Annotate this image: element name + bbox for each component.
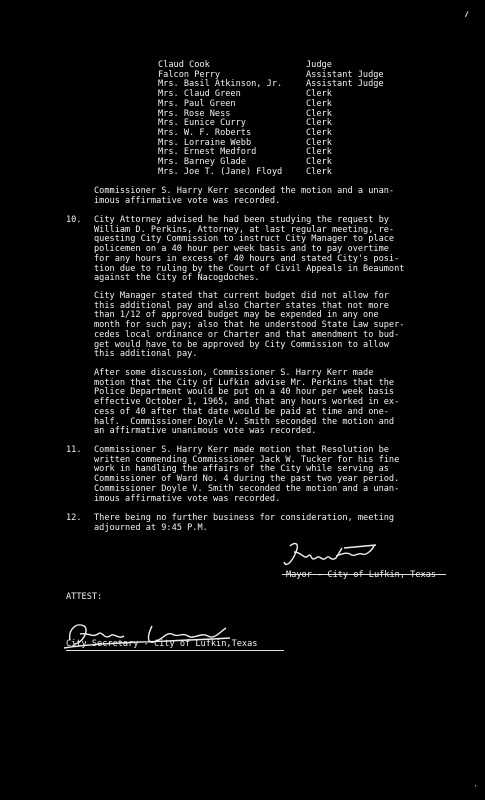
official-title: Clerk	[306, 118, 332, 129]
official-name: Mrs. Eunice Curry	[158, 118, 246, 129]
mayor-signature	[280, 540, 380, 574]
official-title: Clerk	[306, 147, 332, 158]
item-number-12: 12.	[66, 513, 82, 523]
official-name: Mrs. Joe T. (Jane) Floyd	[158, 166, 283, 177]
official-title: Clerk	[306, 137, 332, 148]
item-number-11: 11.	[66, 445, 82, 455]
official-title: Clerk	[306, 108, 332, 119]
official-name: Mrs. Rose Ness	[158, 108, 231, 119]
official-title: Clerk	[306, 166, 332, 177]
official-name: Claud Cook	[158, 60, 210, 70]
official-name: Mrs. Basil Atkinson, Jr.	[158, 79, 283, 90]
official-name: Mrs. Ernest Medford	[158, 147, 257, 158]
item-10-paragraph-1: City Attorney advised he had been studying the request by William D. Perkins, Attorney, at last regular meeting, re- questing City Commission to instruct City Manager to place policemen on a 40 hour per week basis and to pay overtime for any hours in excess of 40 hours and stated City's posi- tion due to ruling by the Court of Civil Appeals in Beaumont against the City of Nacogdoches.	[94, 215, 405, 284]
official-name: Falcon Perry	[158, 69, 221, 80]
mayor-caption: Mayor - City of Lufkin, Texas	[286, 570, 437, 580]
official-name: Mrs. Lorraine Webb	[158, 137, 252, 148]
official-title: Judge	[306, 60, 332, 70]
item-11-paragraph: Commissioner S. Harry Kerr made motion that Resolution be written commending Commissioner Jack W. Tucker for his fine work in handling the affairs of the City while serving as Commissioner of Ward No. 4 during the past two year period. Commissioner Doyle V. Smith seconded the motion and a unan- imous affirmative vote was recorded.	[94, 445, 400, 504]
official-name: Mrs. Paul Green	[158, 98, 236, 109]
official-title: Clerk	[306, 127, 332, 138]
official-name: Mrs. Claud Green	[158, 89, 241, 100]
corner-tick-mark	[465, 11, 472, 19]
official-title: Clerk	[306, 89, 332, 100]
attest-label: ATTEST:	[66, 592, 103, 602]
item-number-10: 10.	[66, 215, 82, 225]
seconded-paragraph: Commissioner S. Harry Kerr seconded the motion and a unan- imous affirmative vote was recorded.	[94, 186, 395, 206]
official-title: Clerk	[306, 157, 332, 168]
official-title: Clerk	[306, 98, 332, 109]
item-12-paragraph: There being no further business for consideration, meeting adjourned at 9:45 P.M.	[94, 513, 395, 533]
election-officials-list	[158, 61, 384, 177]
official-title: Assistant Judge	[306, 69, 384, 80]
item-10-paragraph-3: After some discussion, Commissioner S. Harry Kerr made motion that the City of Lufkin advise Mr. Perkins that the Police Department would be put on a 40 hour per week basis effective October 1, 1965, and that any hours worked in ex- cess of 40 after that date would be paid at time and one- half. Commissioner Doyle V. Smith seconded the motion and an affirmative unanimous vote was recorded.	[94, 368, 400, 437]
item-10-paragraph-2: City Manager stated that current budget did not allow for this additional pay and also Charter states that not more than 1/12 of approved budget may be expended in any one month for such pay; also that he understood State Law super- cedes local ordinance or Charter and that amendment to bud- get would have to be approved by City Commission to allow this additional pay.	[94, 291, 405, 360]
official-row	[158, 168, 384, 178]
city-secretary-signature-line	[66, 650, 284, 651]
official-name: Mrs. W. F. Roberts	[158, 127, 252, 138]
scan-speck: ·	[473, 782, 479, 792]
city-secretary-caption: City Secretary - City of Lufkin,Texas	[66, 639, 258, 649]
official-title: Assistant Judge	[306, 79, 384, 90]
official-name: Mrs. Barney Glade	[158, 157, 246, 168]
